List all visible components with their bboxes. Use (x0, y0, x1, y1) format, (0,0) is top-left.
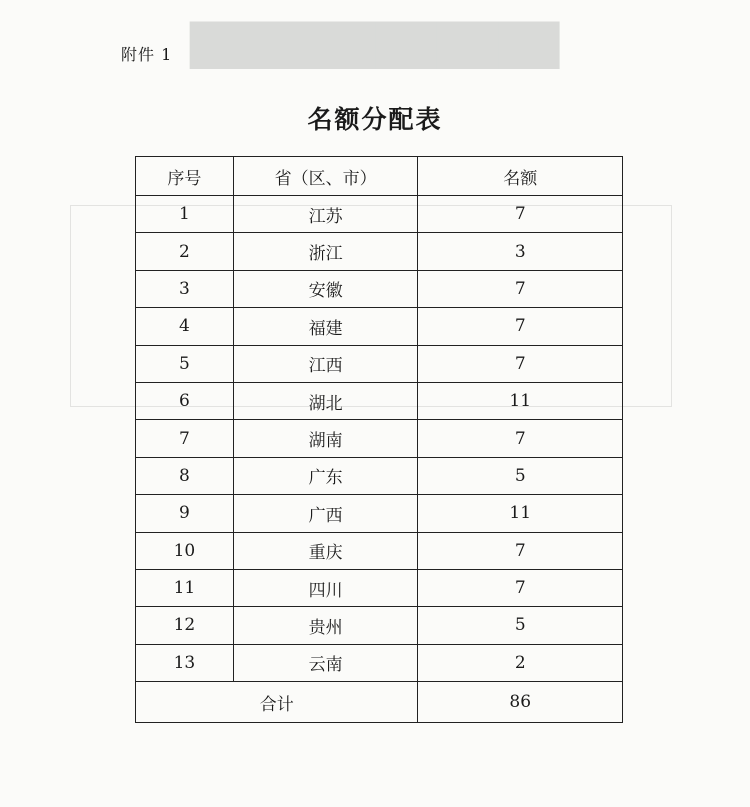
row-province: 浙江 (233, 233, 418, 270)
row-quota: 11 (418, 495, 623, 532)
row-index: 13 (136, 644, 234, 681)
row-province: 江西 (233, 345, 418, 382)
row-quota: 3 (418, 233, 623, 270)
row-quota: 7 (418, 270, 623, 307)
reverse-side-bleed-header: ████████████ (190, 22, 560, 69)
column-header-index: 序号 (136, 157, 234, 196)
row-quota: 7 (418, 345, 623, 382)
row-quota: 7 (418, 569, 623, 606)
row-province: 福建 (233, 308, 418, 345)
table-row (136, 233, 623, 270)
row-quota: 7 (418, 420, 623, 457)
row-quota: 2 (418, 644, 623, 681)
attachment-label: 附件 1 (121, 45, 173, 64)
row-quota: 7 (418, 532, 623, 569)
row-province: 广西 (233, 495, 418, 532)
table-row (136, 420, 623, 457)
row-index: 9 (136, 495, 234, 532)
table-row (136, 607, 623, 644)
table-header-row (136, 157, 623, 196)
row-province: 湖北 (233, 382, 418, 419)
table-total-row (136, 682, 623, 723)
page-title: 名额分配表 (307, 105, 443, 134)
table-row (136, 532, 623, 569)
quota-allocation-table (135, 156, 623, 723)
row-quota: 7 (418, 308, 623, 345)
row-quota: 11 (418, 382, 623, 419)
column-header-quota: 名额 (418, 157, 623, 196)
table-row (136, 457, 623, 494)
row-index: 5 (136, 345, 234, 382)
row-province: 江苏 (233, 196, 418, 233)
row-index: 11 (136, 569, 234, 606)
row-province: 四川 (233, 569, 418, 606)
total-value: 86 (418, 682, 623, 723)
table-row (136, 382, 623, 419)
row-province: 广东 (233, 457, 418, 494)
row-index: 2 (136, 233, 234, 270)
table-row (136, 270, 623, 307)
row-province: 安徽 (233, 270, 418, 307)
total-label: 合计 (136, 682, 418, 723)
row-quota: 7 (418, 196, 623, 233)
table-row (136, 196, 623, 233)
row-index: 3 (136, 270, 234, 307)
column-header-province: 省（区、市） (233, 157, 418, 196)
row-index: 12 (136, 607, 234, 644)
row-province: 重庆 (233, 532, 418, 569)
table-row (136, 569, 623, 606)
row-quota: 5 (418, 607, 623, 644)
row-province: 贵州 (233, 607, 418, 644)
row-province: 云南 (233, 644, 418, 681)
row-index: 8 (136, 457, 234, 494)
row-index: 7 (136, 420, 234, 457)
row-index: 1 (136, 196, 234, 233)
table-row (136, 495, 623, 532)
row-index: 6 (136, 382, 234, 419)
table-row (136, 644, 623, 681)
row-quota: 5 (418, 457, 623, 494)
row-index: 4 (136, 308, 234, 345)
row-index: 10 (136, 532, 234, 569)
table-row (136, 308, 623, 345)
table-row (136, 345, 623, 382)
row-province: 湖南 (233, 420, 418, 457)
